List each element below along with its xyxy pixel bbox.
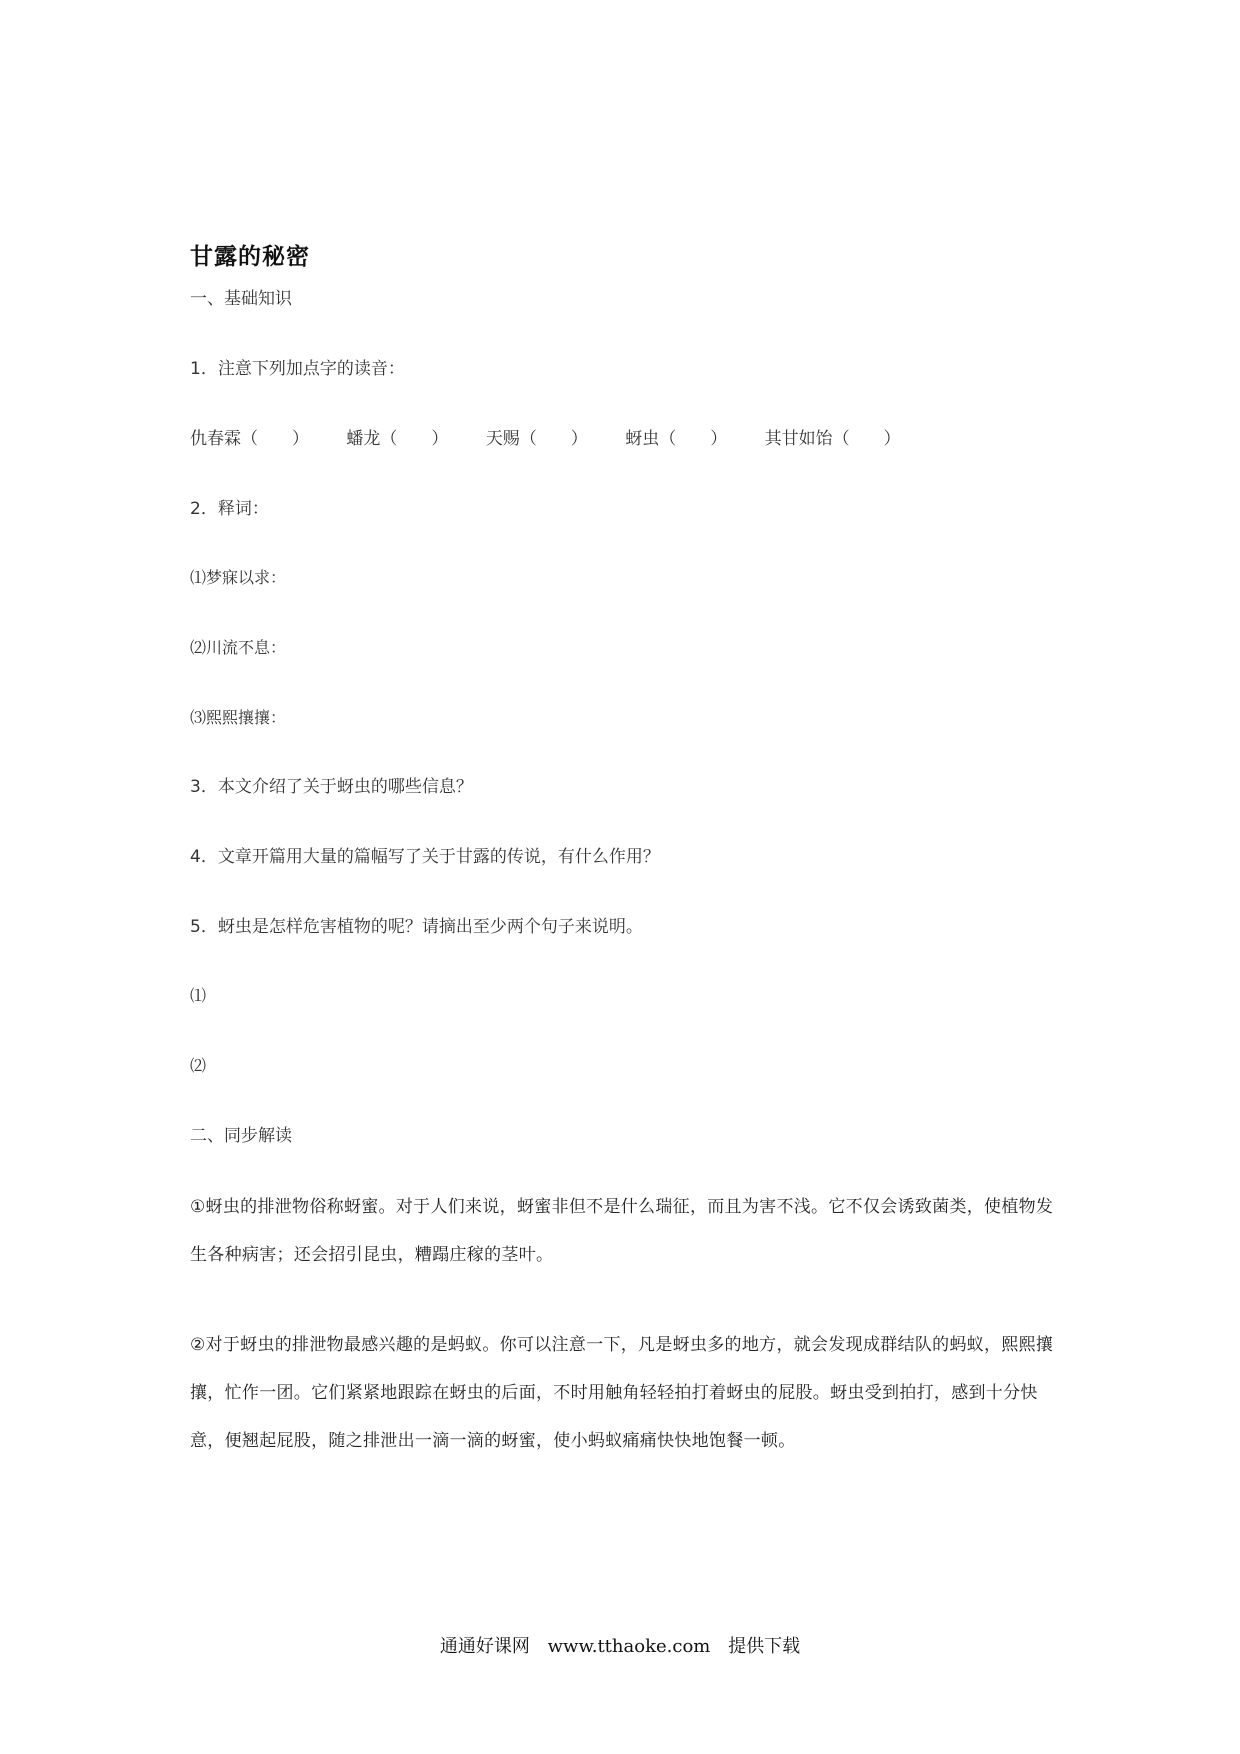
definition-item-2: ⑵川流不息： — [190, 638, 287, 657]
answer-slot-1: ⑴ — [190, 986, 207, 1005]
page-footer — [0, 1632, 1240, 1658]
reading-paragraph-1: ①蚜虫的排泄物俗称蚜蜜。对于人们来说，蚜蜜非但不是什么瑞征，而且为害不浅。它不仅会诱致菌类，使植物发生各种病害；还会招引昆虫，糟蹋庄稼的茎叶。 — [190, 1197, 1054, 1265]
footer-url-link[interactable]: www.tthaoke.com — [547, 1636, 711, 1657]
footer-note: 提供下载 — [728, 1636, 801, 1657]
pronunciation-item: 天赐（ ） — [485, 429, 588, 449]
pronunciation-item: 蚜虫（ ） — [625, 429, 728, 449]
reading-paragraph-2: ②对于蚜虫的排泄物最感兴趣的是蚂蚁。你可以注意一下，凡是蚜虫多的地方，就会发现成群结队的蚂蚁，熙熙攘攘，忙作一团。它们紧紧地跟踪在蚜虫的后面，不时用触角轻轻拍打着蚜虫的屁股。蚜虫受到拍打，感到十分快意，便翘起屁股，随之排泄出一滴一滴的蚜蜜，使小蚂蚁痛痛快快地饱餐一顿。 — [190, 1335, 1054, 1451]
question-3: 3．本文介绍了关于蚜虫的哪些信息？ — [190, 777, 473, 797]
definition-item-3: ⑶熙熙攘攘： — [190, 708, 287, 727]
document-title: 甘露的秘密 — [190, 244, 310, 270]
question-5: 5．蚜虫是怎样危害植物的呢？请摘出至少两个句子来说明。 — [190, 917, 643, 937]
pronunciation-item: 蟠龙（ ） — [346, 429, 449, 449]
question-2: 2．释词： — [190, 499, 269, 519]
pronunciation-item: 其甘如饴（ ） — [764, 429, 901, 449]
pronunciation-items — [190, 428, 933, 450]
answer-slot-2: ⑵ — [190, 1056, 207, 1075]
definition-item-1: ⑴梦寐以求： — [190, 568, 287, 587]
pronunciation-item: 仇春霖（ ） — [190, 429, 309, 449]
question-4: 4．文章开篇用大量的篇幅写了关于甘露的传说，有什么作用？ — [190, 847, 660, 867]
section-heading-reading: 二、同步解读 — [190, 1126, 292, 1146]
footer-site-name: 通通好课网 — [439, 1636, 530, 1657]
section-heading-basics: 一、基础知识 — [190, 289, 292, 309]
question-1: 1．注意下列加点字的读音： — [190, 359, 405, 379]
